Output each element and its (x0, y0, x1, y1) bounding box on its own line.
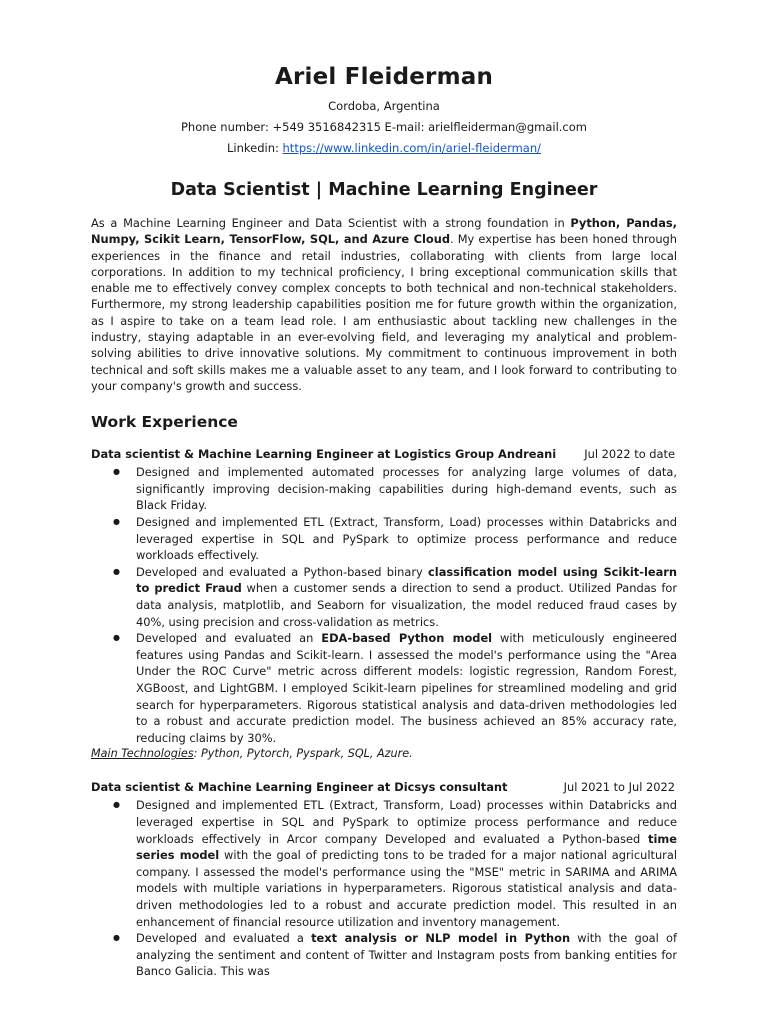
bullet-text: with the goal of predicting tons to be traded for a major national agricultural company. I assessed the model's performance using the "MSE" metric in SARIMA and ARIMA models with multiple variations in hyperparameters. Rigorous statistical analysis and data-driven methodologies led to a robust and accurate prediction model. This resulted in an enhancement of financial resource utilization and inventory management. (136, 848, 678, 929)
bullet-bold: EDA-based Python model (321, 631, 493, 646)
main-technologies (91, 746, 677, 762)
bullet-text: Developed and evaluated a Python-based binary (136, 564, 429, 579)
bullet-text: Developed and evaluated an (136, 631, 322, 646)
professional-summary (91, 215, 677, 394)
job-dates: Jul 2021 to Jul 2022 (563, 780, 675, 795)
summary-skills-bold: Python, Pandas, Numpy, Scikit Learn, TensorFlow, SQL, and Azure Cloud (91, 216, 677, 247)
bullet-bold: text analysis or NLP model in Python (311, 931, 571, 946)
bullet-bold: time series model (136, 831, 677, 863)
location: Cordoba, Argentina (328, 99, 440, 113)
bullet-item (91, 630, 677, 746)
role-title: Data Scientist | Machine Learning Engineer (170, 180, 598, 200)
job-header (91, 446, 677, 462)
linkedin-line (91, 138, 677, 159)
bullet-text: Developed and evaluated a (136, 931, 312, 946)
job-title: Data scientist & Machine Learning Engineer at Logistics Group Andreani (91, 447, 557, 462)
job-dates: Jul 2022 to date (584, 447, 675, 462)
technologies-list: : Python, Pytorch, Pyspark, SQL, Azure. (193, 747, 413, 761)
bullet-item: ● Designed and implemented ETL (Extract, Transform, Load) processes within Databricks and leveraged expertise in SQL and PySpark to optimize process performance and reduce workloads effectively. (91, 514, 677, 564)
bullet-text: when a customer sends a direction to send a product. Utilized Pandas for data analysis, matplotlib, and Seaborn for visualization, the model reduced fraud cases by 40%, using precision and cross-validation as metrics. (136, 581, 677, 629)
linkedin-label: Linkedin: (226, 141, 283, 155)
bullet-text: with meticulously engineered features using Pandas and Scikit-learn. I assessed the model's performance using the "Area Under the ROC Curve" metric across different models: logistic regression, Random Forest, XGBoost, and LightGBM. I employed Scikit-learn pipelines for streamlined modeling and grid search for hyperparameters. Rigorous statistical analysis and data-driven methodologies led to a robust and accurate prediction model. The business achieved an 85% accuracy rate, reducing claims by 30%. (136, 631, 677, 745)
bullet-text: Designed and implemented ETL (Extract, Transform, Load) processes within Databricks and leveraged expertise in SQL and PySpark to optimize process performance and reduce workloads effectively in Arcor company Developed and evaluated a Python-based (136, 798, 677, 846)
bullet-item (91, 797, 677, 930)
job-bullets (91, 797, 677, 980)
bullet-bold: classification model using Scikit-learn to predict Fraud (136, 564, 677, 596)
bullet-item: ● Designed and implemented automated processes for analyzing large volumes of data, significantly improving decision-making capabilities during high-demand events, such as Black Friday. (91, 464, 677, 514)
summary-text-1: As a Machine Learning Engineer and Data Scientist with a strong foundation in (91, 216, 571, 230)
phone-email-line: Phone number: +549 3516842315 E-mail: arielfleiderman@gmail.com (181, 120, 587, 134)
job-header (91, 779, 677, 795)
bullet-item (91, 564, 677, 630)
job-title: Data scientist & Machine Learning Engineer at Dicsys consultant (91, 780, 508, 795)
linkedin-link[interactable]: https://www.linkedin.com/in/ariel-fleiderman/ (282, 141, 542, 155)
job-bullets (91, 464, 677, 746)
bullet-item (91, 930, 677, 980)
technologies-label: Main Technologies (91, 747, 194, 761)
contact-block (91, 96, 677, 159)
candidate-name: Ariel Fleiderman (274, 64, 494, 90)
summary-text-2: . My expertise has been honed through experiences in the finance and retail industries, collaborating with clients from large local corporations. In addition to my technical proficiency, I bring exceptional communication skills that enable me to effectively convey complex concepts to both technical and non-technical stakeholders. Furthermore, my strong leadership capabilities position me for future growth within the organization, as I aspire to take on a team lead role. I am enthusiastic about tackling new challenges in the industry, staying adaptable in an ever-evolving field, and leveraging my analytical and problem-solving abilities to drive innovative solutions. My commitment to continuous improvement in both technical and soft skills makes me a valuable asset to any team, and I look forward to contributing to your company's growth and success. (91, 232, 677, 393)
bullet-text: with the goal of analyzing the sentiment and content of Twitter and Instagram posts from banking entities for Banco Galicia. This was (136, 931, 677, 979)
work-experience-heading: Work Experience (91, 413, 238, 432)
